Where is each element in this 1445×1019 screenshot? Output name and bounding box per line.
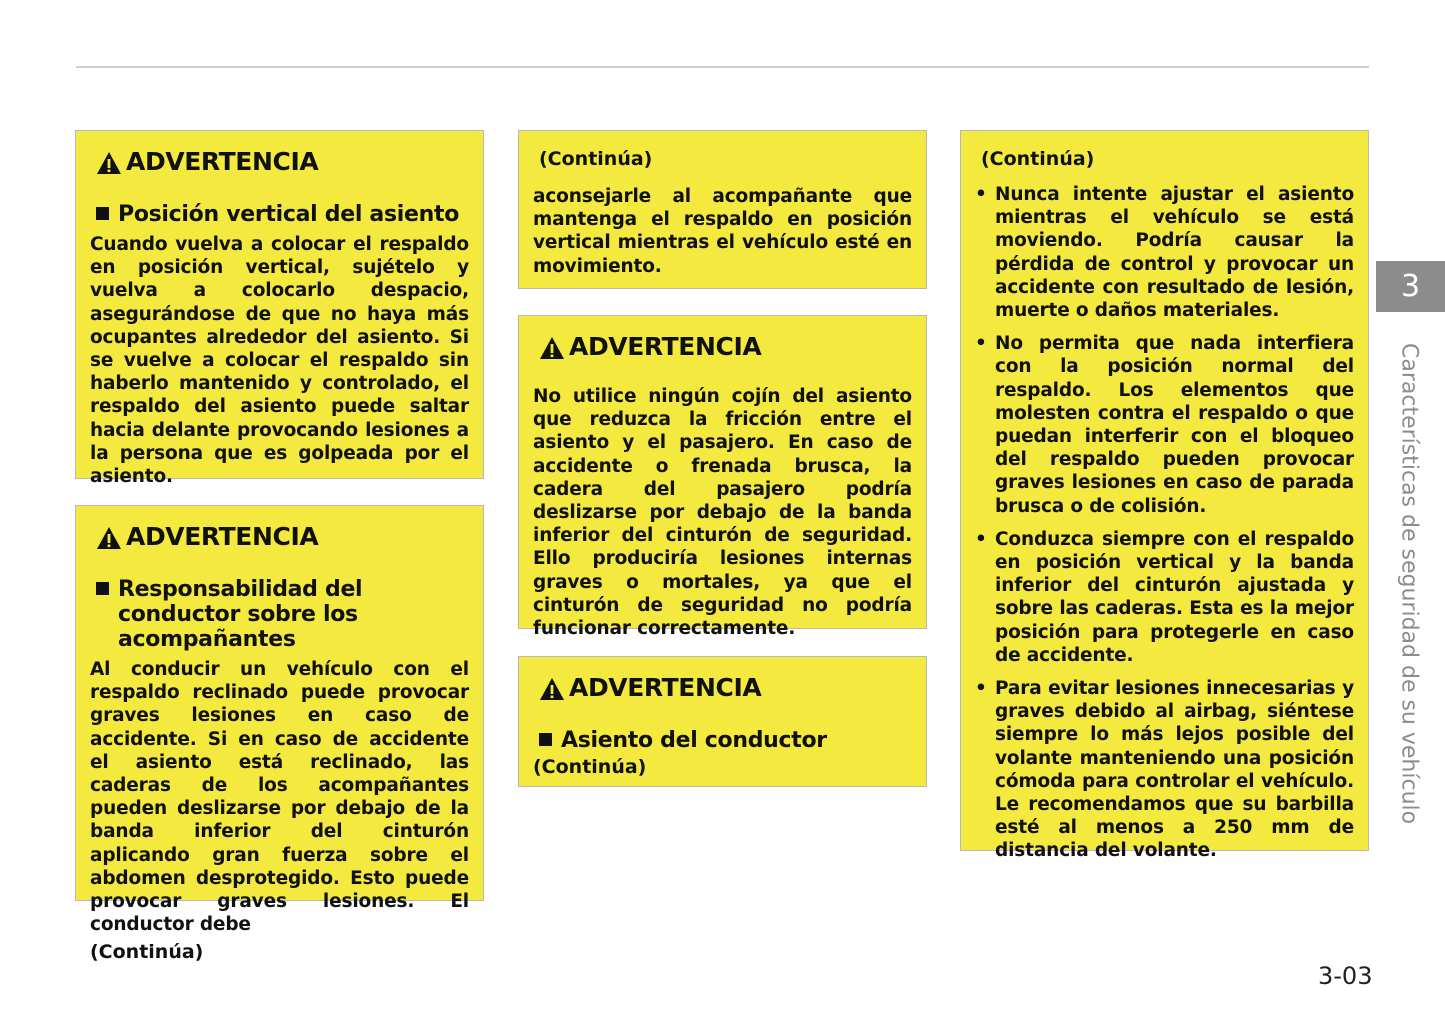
- warning-title: ADVERTENCIA: [96, 522, 469, 551]
- continued-label: (Continúa): [539, 148, 653, 170]
- warning-title: ADVERTENCIA: [539, 673, 912, 702]
- warning-box-driver-seat: [518, 656, 927, 787]
- continues-label: (Continúa): [533, 756, 647, 778]
- square-bullet-icon: [539, 733, 552, 746]
- warning-box-seat-cushion: [518, 315, 927, 640]
- list-item: • Para evitar lesiones innecesarias y graves debido al airbag, siéntese siempre lo más lejos posible del volante manteniendo una posición cómoda para controlar el vehículo. Le recomendamos que su barbilla esté al menos a 250 mm de distancia del volante.: [975, 677, 1354, 863]
- warning-bullet-list: [975, 183, 1354, 863]
- square-bullet-icon: [96, 582, 109, 595]
- list-item: • Conduzca siempre con el respaldo en posición vertical y la banda inferior del cinturón ajustada y sobre las caderas. Esta es la mejor posición para protegerle en caso de accidente.: [975, 528, 1354, 667]
- warning-triangle-icon: [96, 151, 122, 175]
- warning-box-continued: [518, 130, 927, 289]
- list-item: • Nunca intente ajustar el asiento mientras el vehículo se está moviendo. Podría causar la pérdida de control y provocar un accidente con resultado de lesión, muerte o daños materiales.: [975, 183, 1354, 322]
- warning-title: ADVERTENCIA: [96, 147, 469, 176]
- warning-box-seat-upright: [75, 130, 484, 488]
- square-bullet-icon: [96, 207, 109, 220]
- warning-body: No utilice ningún cojín del asiento que reduzca la fricción entre el asiento y el pasajero. En caso de accidente o frenada brusca, la cadera del pasajero podría deslizarse por debajo de la banda inferior del cinturón de seguridad. Ello produciría lesiones internas graves o mortales, ya que el cinturón de seguridad no podría funcionar correctamente.: [533, 386, 912, 640]
- page-number: 3-03: [1318, 962, 1373, 990]
- chapter-title: Características de seguridad de su vehículo: [1396, 343, 1422, 825]
- top-divider: [76, 66, 1369, 68]
- section-heading: Posición vertical del asiento: [96, 202, 469, 227]
- warning-triangle-icon: [539, 336, 565, 360]
- warning-triangle-icon: [539, 677, 565, 701]
- section-heading: Responsabilidad del conductor sobre los acompañantes: [96, 577, 469, 652]
- continues-label: (Continúa): [90, 941, 204, 964]
- warning-body: Al conducir un vehículo con el respaldo reclinado puede provocar graves lesiones en caso de accidente. Si en caso de accidente el asiento está reclinado, las caderas de los acompañantes pueden deslizarse por debajo de la banda inferior del cinturón aplicando gran fuerza sobre el abdomen desprotegido. Esto puede provocar graves lesiones. El conductor debe: [90, 659, 469, 936]
- warning-box-seat-adjustment: [960, 130, 1369, 862]
- section-heading: Asiento del conductor: [539, 728, 912, 753]
- warning-body: Cuando vuelva a colocar el respaldo en posición vertical, sujételo y vuelva a colocarlo despacio, asegurándose de que no haya más ocupantes alrededor del asiento. Si se vuelve a colocar el respaldo sin haberlo mantenido y controlado, el respaldo del asiento puede saltar hacia delante provocando lesiones a la persona que es golpeada por el asiento.: [90, 234, 469, 488]
- warning-title: ADVERTENCIA: [539, 332, 912, 361]
- warning-triangle-icon: [96, 526, 122, 550]
- chapter-tab: 3: [1376, 261, 1445, 312]
- continued-label: (Continúa): [981, 148, 1095, 170]
- list-item: • No permita que nada interfiera con la posición normal del respaldo. Los elementos que molesten contra el respaldo o que puedan interferir con el bloqueo del respaldo pueden provocar graves lesiones en caso de parada brusca o de colisión.: [975, 332, 1354, 518]
- warning-box-driver-responsibility: [75, 505, 484, 964]
- warning-body: aconsejarle al acompañante que mantenga el respaldo en posición vertical mientras el vehículo esté en movimiento.: [533, 186, 912, 277]
